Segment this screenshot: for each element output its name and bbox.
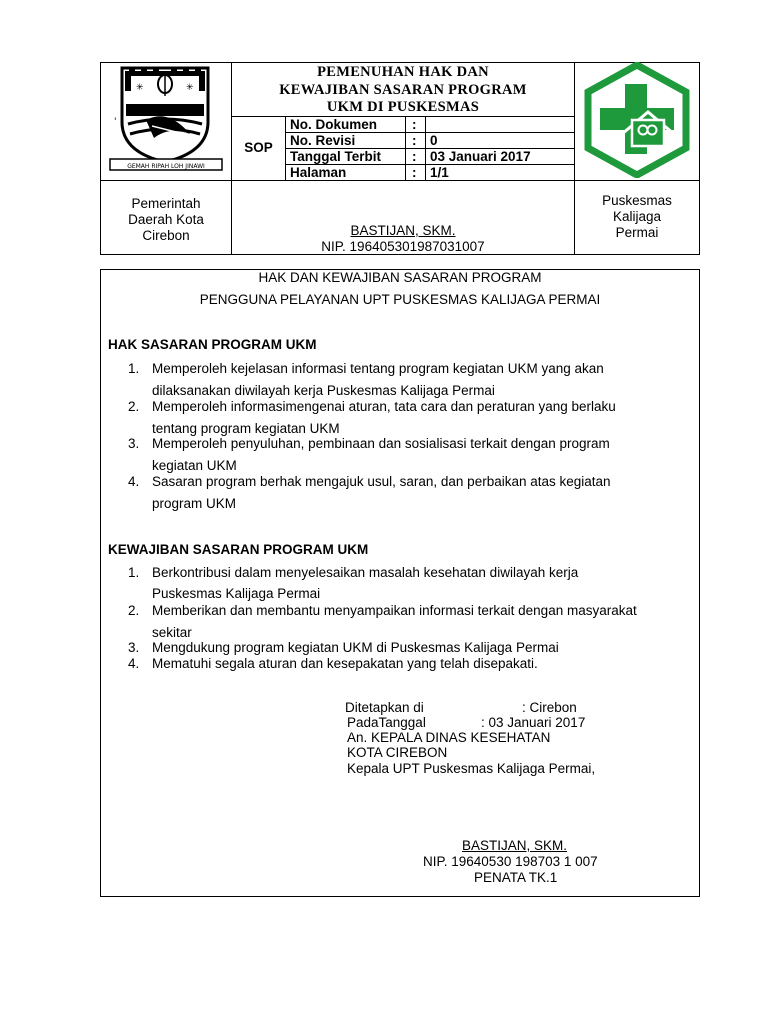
hak-item-1-line-1: Memperoleh kejelasan informasi tentang program kegiatan UKM yang akan xyxy=(152,361,604,376)
signature-nip: NIP. 19640530 198703 1 007 xyxy=(423,854,598,869)
hak-item-4-line-1: Sasaran program berhak mengajuk usul, saran, dan perbaikan atas kegiatan xyxy=(152,474,611,489)
right-org-line: Kalijaga xyxy=(612,209,662,224)
hak-item-3-line-2: kegiatan UKM xyxy=(152,458,237,473)
crest-motto: GEMAH RIPAH LOH JINAWI xyxy=(127,163,205,170)
list-number: 2. xyxy=(128,603,140,618)
kewajiban-item-1-line-1: Berkontribusi dalam menyelesaikan masalah kesehatan diwilayah kerja xyxy=(152,565,579,580)
right-org-line: Permai xyxy=(615,225,659,240)
section-hak-title: HAK SASARAN PROGRAM UKM xyxy=(108,337,317,352)
list-number: 4. xyxy=(128,474,140,489)
kewajiban-item-3-line-1: Mengdukung program kegiatan UKM di Puskesmas Kalijaga Permai xyxy=(152,640,559,655)
puskesmas-cross-icon xyxy=(582,62,692,178)
list-number: 3. xyxy=(128,640,140,655)
svg-text:': ' xyxy=(114,117,117,127)
signature-rank: PENATA TK.1 xyxy=(474,870,558,885)
meta-label-no-dokumen: No. Dokumen xyxy=(290,117,378,132)
doc-heading-line-1: HAK DAN KEWAJIBAN SASARAN PROGRAM xyxy=(258,270,542,285)
doc-heading-line-2: PENGGUNA PELAYANAN UPT PUSKESMAS KALIJAGA PERMAI xyxy=(199,292,601,307)
crest-icon xyxy=(108,64,224,176)
hak-item-3-line-1: Memperoleh penyuluhan, pembinaan dan sosialisasi terkait dengan program xyxy=(152,436,610,451)
title-line-1: PEMENUHAN HAK DAN xyxy=(317,64,489,80)
meta-value-no-revisi: 0 xyxy=(430,133,438,148)
hak-item-1-line-2: dilaksanakan diwilayah kerja Puskesmas Kalijaga Permai xyxy=(152,383,495,398)
left-org-line: Cirebon xyxy=(142,228,190,243)
kewajiban-item-2-line-1: Memberikan dan membantu menyampaikan informasi terkait dengan masyarakat xyxy=(152,603,637,618)
left-org-line: Daerah Kota xyxy=(128,212,204,227)
header-signer xyxy=(232,223,574,255)
title-line-3: UKM DI PUSKESMAS xyxy=(326,99,480,115)
list-number: 3. xyxy=(128,436,140,451)
signature-name: BASTIJAN, SKM. xyxy=(462,838,568,853)
kewajiban-item-2-line-2: sekitar xyxy=(152,625,192,640)
puskesmas-logo xyxy=(582,62,692,178)
hak-item-2-line-1: Memperoleh informasimengenai aturan, tata cara dan peraturan yang berlaku xyxy=(152,399,616,414)
ditetapkan-value: : Cirebon xyxy=(522,700,577,715)
list-number: 4. xyxy=(128,656,140,671)
hak-item-4-line-2: program UKM xyxy=(152,496,237,511)
kewajiban-item-1-line-2: Puskesmas Kalijaga Permai xyxy=(152,586,321,601)
list-number: 2. xyxy=(128,399,140,414)
meta-label-no-revisi: No. Revisi xyxy=(290,133,356,148)
meta-sep: : xyxy=(412,149,417,164)
right-org-name xyxy=(575,193,699,241)
cirebon-crest-logo xyxy=(108,64,224,176)
tanggal-value: : 03 Januari 2017 xyxy=(481,715,586,730)
meta-sep: : xyxy=(412,133,417,148)
tanggal-label: PadaTanggal xyxy=(347,715,426,730)
svg-text:✳: ✳ xyxy=(186,83,194,93)
meta-value-halaman: 1/1 xyxy=(430,165,449,180)
meta-label-tanggal-terbit: Tanggal Terbit xyxy=(290,149,381,164)
meta-value-tanggal-terbit: 03 Januari 2017 xyxy=(430,149,531,164)
right-org-line: Puskesmas xyxy=(602,193,672,208)
list-number: 1. xyxy=(128,361,140,376)
svg-text:✳: ✳ xyxy=(136,83,144,93)
left-org-name xyxy=(101,196,231,244)
kewajiban-item-4-line-1: Mematuhi segala aturan dan kesepakatan yang telah disepakati. xyxy=(152,656,538,671)
left-org-line: Pemerintah xyxy=(131,196,201,211)
meta-sep: : xyxy=(412,117,417,132)
hak-item-2-line-2: tentang program kegiatan UKM xyxy=(152,421,340,436)
document-title xyxy=(232,64,574,117)
signature-dept: An. KEPALA DINAS KESEHATAN xyxy=(347,730,551,745)
sop-label: SOP xyxy=(244,140,273,155)
header-signer-nip: NIP. 196405301987031007 xyxy=(321,239,485,254)
section-kewajiban-title: KEWAJIBAN SASARAN PROGRAM UKM xyxy=(108,542,369,557)
signature-city: KOTA CIREBON xyxy=(347,745,448,760)
title-line-2: KEWAJIBAN SASARAN PROGRAM xyxy=(279,81,527,98)
meta-label-halaman: Halaman xyxy=(290,165,347,180)
signature-position: Kepala UPT Puskesmas Kalijaga Permai, xyxy=(347,761,596,776)
header-signer-name: BASTIJAN, SKM. xyxy=(350,223,456,238)
list-number: 1. xyxy=(128,565,140,580)
ditetapkan-label: Ditetapkan di xyxy=(345,700,424,715)
meta-sep: : xyxy=(412,165,417,180)
